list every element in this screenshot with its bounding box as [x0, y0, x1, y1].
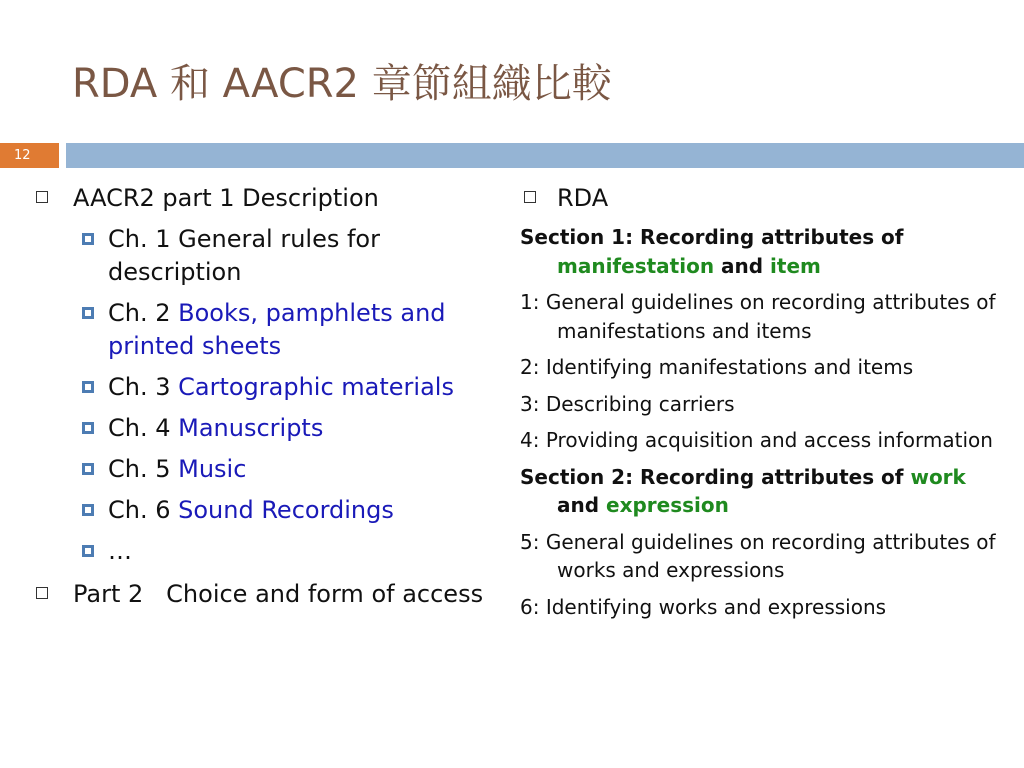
chapter-topic: Sound Recordings: [178, 496, 394, 524]
square-bullet-icon: [82, 463, 94, 475]
section-term: expression: [606, 493, 729, 517]
chapter-item: [36, 494, 496, 527]
list-item-text: AACR2 part 1 Description: [73, 184, 379, 212]
square-bullet-icon: [82, 381, 94, 393]
section-term: manifestation: [557, 253, 715, 278]
chapter-text: Ch. 5: [108, 455, 179, 483]
chapter-text: Ch. 6: [108, 496, 179, 524]
rda-heading-text: RDA: [557, 184, 609, 212]
section-term: item: [770, 253, 821, 278]
chapter-text: Ch. 2: [108, 299, 179, 327]
square-bullet-icon: [82, 545, 94, 557]
list-item: [36, 182, 496, 215]
chapter-topic: Music: [178, 455, 247, 483]
left-column: [36, 180, 496, 611]
section-prefix: Section 1: Recording attributes of: [520, 225, 904, 249]
section-prefix: Section 2: Recording attributes of: [520, 464, 911, 489]
list-item-text: Part 2 Choice and form of access: [73, 580, 484, 608]
section-heading: [520, 463, 1000, 520]
section-conjunction: and: [714, 253, 771, 278]
chapter-topic: Cartographic materials: [178, 373, 454, 401]
chapter-item: [36, 412, 496, 445]
hollow-square-bullet-icon: [524, 191, 536, 203]
chapter-text: Ch. 3: [108, 373, 179, 401]
square-bullet-icon: [82, 233, 94, 245]
slide-number: 12: [0, 143, 59, 168]
header-bar: [66, 143, 1024, 168]
chapter-line: 1: General guidelines on recording attributes of manifestations and items: [520, 290, 996, 343]
chapter-text: Ch. 1 General rules for description: [108, 225, 380, 286]
chapter-line: 4: Providing acquisition and access information: [520, 428, 993, 452]
slide-title: RDA 和 AACR2 章節組織比較: [72, 61, 612, 107]
chapter-line: 5: General guidelines on recording attributes of works and expressions: [520, 529, 996, 582]
chapter-line: 6: Identifying works and expressions: [520, 594, 887, 619]
rda-heading: [520, 182, 1000, 215]
chapter-item: [36, 297, 496, 363]
chapter-topic: Manuscripts: [178, 414, 324, 442]
chapter-text: …: [108, 537, 132, 565]
chapter-item: [36, 223, 496, 289]
chapter-topic: Books, pamphlets and printed sheets: [108, 299, 446, 360]
chapter-item: [36, 535, 496, 568]
section-heading: [520, 223, 1000, 280]
hollow-square-bullet-icon: [36, 587, 48, 599]
chapter-line: 3: Describing carriers: [520, 391, 735, 416]
chapter-item: [36, 371, 496, 404]
section-term: work: [910, 464, 966, 489]
section-conjunction: and: [557, 493, 607, 517]
square-bullet-icon: [82, 504, 94, 516]
hollow-square-bullet-icon: [36, 191, 48, 203]
chapter-line: 2: Identifying manifestations and items: [520, 355, 914, 379]
square-bullet-icon: [82, 422, 94, 434]
right-column: [520, 180, 1000, 621]
chapter-text: Ch. 4: [108, 414, 179, 442]
square-bullet-icon: [82, 307, 94, 319]
list-item: [36, 578, 496, 611]
chapter-item: [36, 453, 496, 486]
